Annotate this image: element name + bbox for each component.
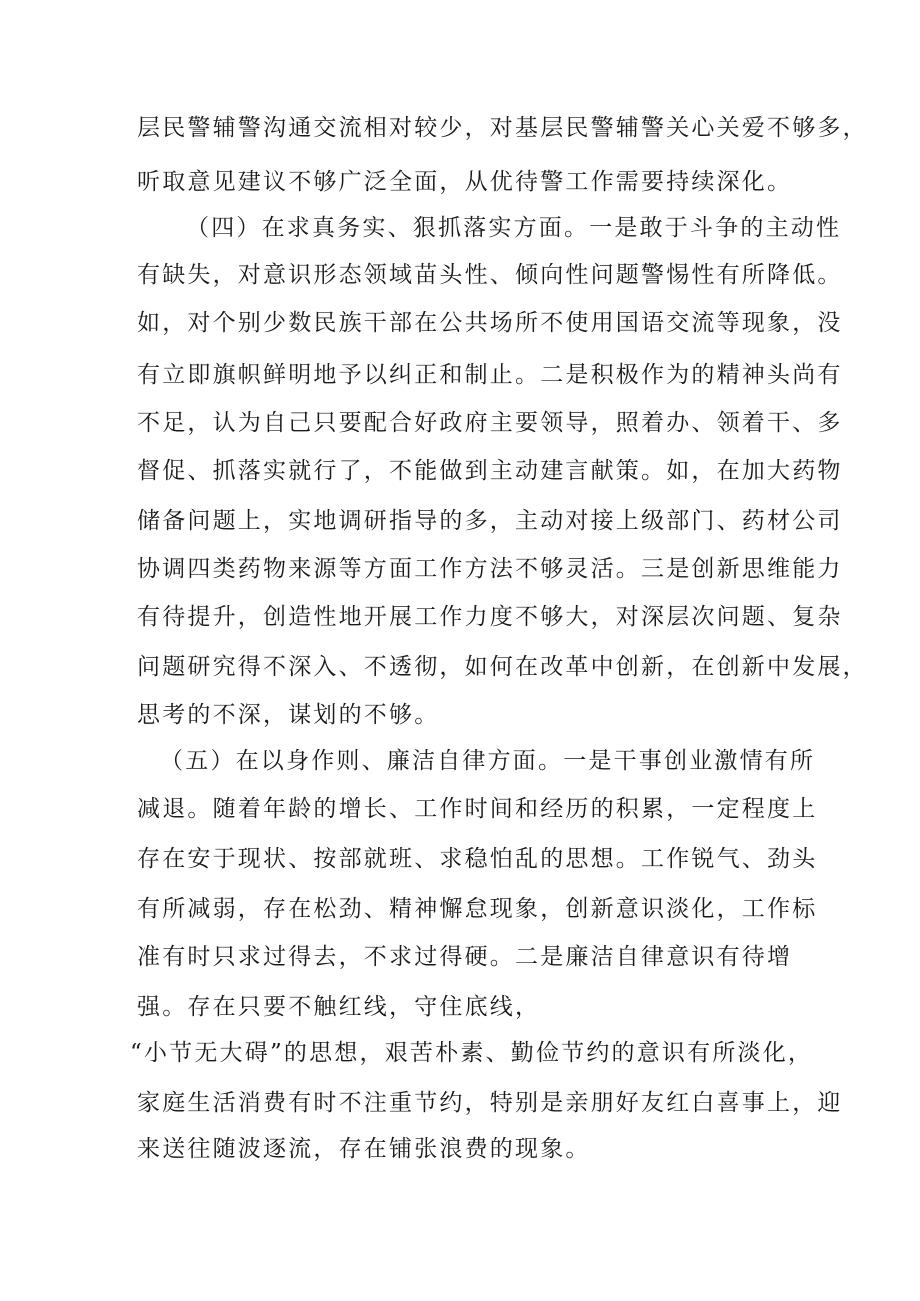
text-line: 来送往随波逐流，存在铺张浪费的现象。 (137, 1136, 591, 1162)
text-line: 减退。随着年龄的增长、工作时间和经历的积累，一定程度上 (137, 796, 818, 822)
text-line: 问题研究得不深入、不透彻，如何在改革中创新，在创新中发展， (137, 654, 868, 680)
text-line: 协调四类药物来源等方面工作方法不够灵活。三是创新思维能力 (137, 556, 843, 582)
text-line: 有待提升，创造性地开展工作力度不够大，对深层次问题、复杂 (137, 604, 843, 630)
text-line: 强。存在只要不触红线，守住底线， (137, 994, 541, 1020)
text-line: 层民警辅警沟通交流相对较少，对基层民警辅警关心关爱不够多， (137, 115, 868, 141)
text-line: 储备问题上，实地调研指导的多，主动对接上级部门、药材公司 (137, 508, 843, 534)
text-line: 存在安于现状、按部就班、求稳怕乱的思想。工作锐气、劲头 (137, 846, 818, 872)
paragraph-five-heading-line: （五）在以身作则、廉洁自律方面。一是干事创业激情有所 (160, 748, 816, 774)
text-line: 听取意见建议不够广泛全面，从优待警工作需要持续深化。 (137, 169, 793, 195)
text-line: 家庭生活消费有时不注重节约，特别是亲朋好友红白喜事上，迎 (137, 1090, 843, 1116)
text-line: 如，对个别少数民族干部在公共场所不使用国语交流等现象，没 (137, 310, 843, 336)
text-line: 思考的不深，谋划的不够。 (137, 702, 440, 728)
text-line: 有缺失，对意识形态领域苗头性、倾向性问题警惕性有所降低。 (137, 262, 843, 288)
paragraph-four-heading-line: （四）在求真务实、狠抓落实方面。一是敢于斗争的主动性 (186, 215, 842, 241)
text-line: 有所减弱，存在松劲、精神懈怠现象，创新意识淡化，工作标 (137, 896, 818, 922)
text-line: 有立即旗帜鲜明地予以纠正和制止。二是积极作为的精神头尚有 (137, 362, 843, 388)
text-line: “小节无大碍”的思想，艰苦朴素、勤俭节约的意识有所淡化， (130, 1040, 814, 1066)
text-line: 不足，认为自己只要配合好政府主要领导，照着办、领着干、多 (137, 410, 843, 436)
text-line: 准有时只求过得去，不求过得硬。二是廉洁自律意识有待增 (137, 944, 793, 970)
text-line: 督促、抓落实就行了，不能做到主动建言献策。如，在加大药物 (137, 458, 843, 484)
